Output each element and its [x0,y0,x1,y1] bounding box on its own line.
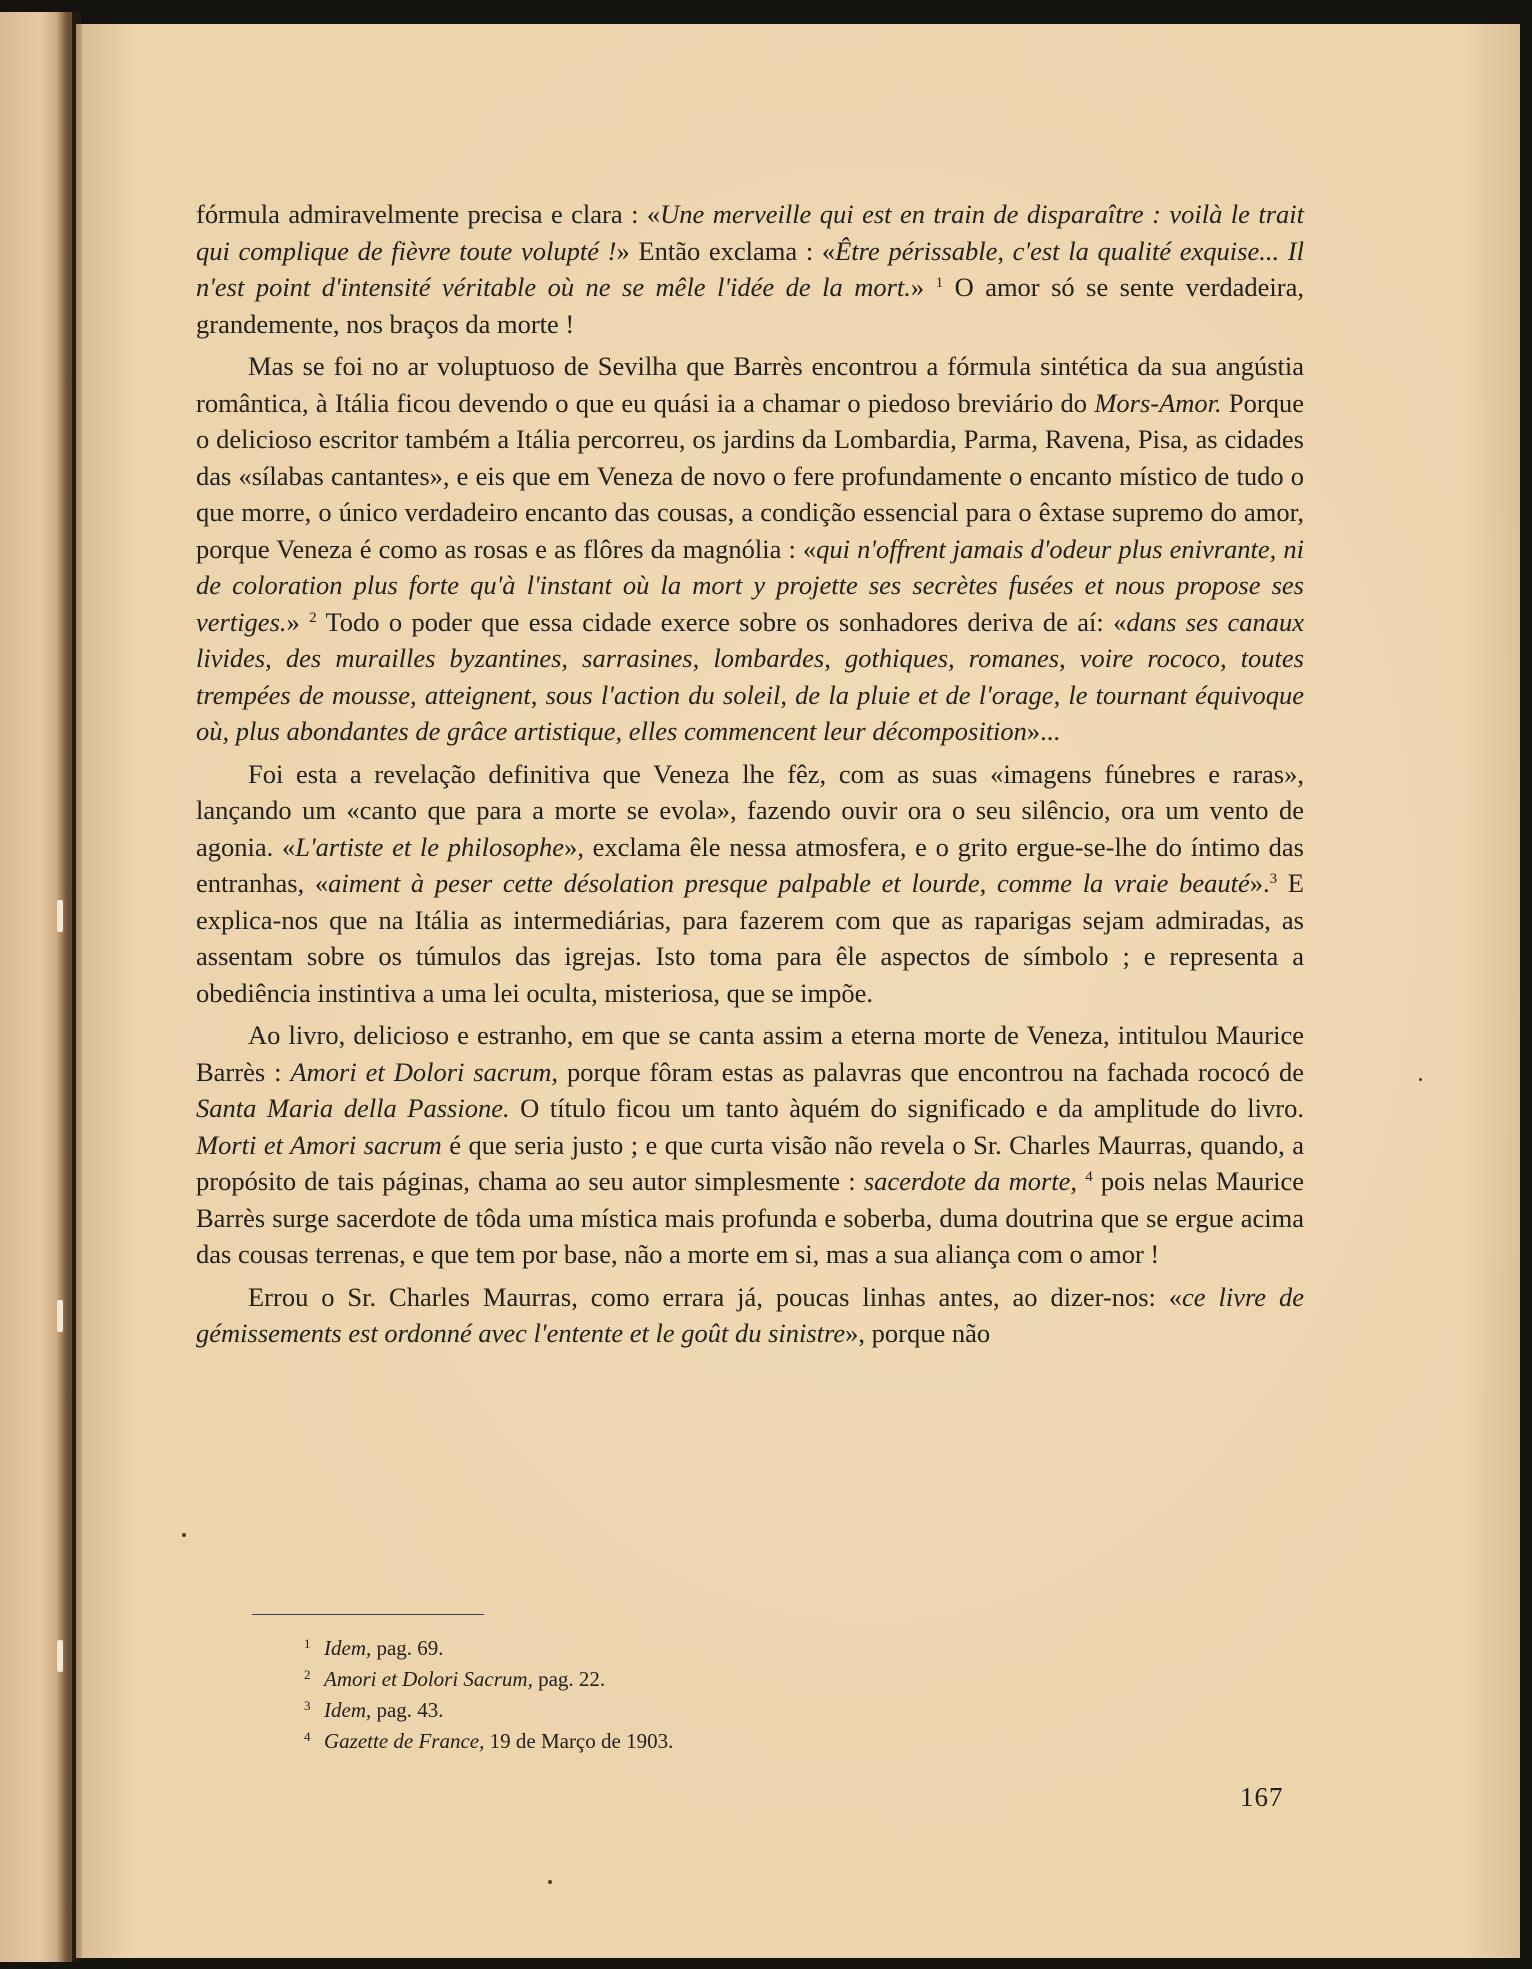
footnote-number: 1 [304,1636,311,1651]
paragraph [196,196,1304,342]
text-run: Todo o poder que essa cidade exerce sobre os sonhadores deriva de aí: « [316,606,1127,637]
footnote-source: Gazette de France, [324,1729,485,1753]
text-run: » [910,272,936,302]
italic-quote: ce livre de gémissements est ordonné avec l'entente et le goût du sinistre [196,1281,1304,1348]
footnote [304,1695,1024,1726]
italic-quote: Mors-Amor. [1094,387,1222,418]
speck [1419,1078,1422,1081]
italic-quote: Morti et Amori sacrum [196,1129,442,1160]
paragraph [196,1279,1304,1352]
text-run [1077,1166,1085,1196]
text-run: »... [1026,716,1061,746]
speck [548,1880,552,1884]
footnote [304,1726,1024,1757]
footnote-page: 19 de Março de 1903. [484,1729,674,1753]
binding-thread [57,1300,63,1332]
page-number: 167 [1240,1782,1284,1812]
footnote [304,1633,1024,1664]
paragraph [196,756,1304,1012]
text-run: O título ficou um tanto àquém do significado e da amplitude do livro. [509,1093,1304,1123]
italic-quote: aiment à peser cette désolation presque palpable et lourde, comme la vraie beauté [328,868,1250,898]
text-run: Mas se foi no ar voluptuoso de Sevilha que Barrès encontrou a fórmula sintética da sua angústia romântica, à Itália ficou devendo o que eu quási ia a chamar o piedoso breviário do [196,351,1304,418]
footnote-source: Amori et Dolori Sacrum, [324,1667,533,1691]
text-run: Porque o delicioso escritor também a Itália percorreu, os jardins da Lombardia, Parma, Ravena, Pisa, as cidades das «sílabas cantantes», e eis que em Veneza de novo o fere profundamente o encanto místico de tudo o que morre, o único verdadeiro encanto das cousas, a condição essencial para o êxtase supremo do amor, porque Veneza é como as rosas e as flôres da magnólia : « [196,387,1305,564]
footnote-page: pag. 22. [532,1667,606,1691]
text-run: O amor só se sente verdadeira, grandemente, nos braços da morte ! [196,272,1305,339]
italic-quote: Santa Maria della Passione. [196,1093,510,1123]
text-run: Errou o Sr. Charles Maurras, como errara já, poucas linhas antes, ao dizer-nos: « [248,1281,1183,1312]
footnote-page: pag. 43. [371,1698,444,1722]
footnote-number: 4 [304,1729,311,1744]
paragraph [196,1017,1304,1273]
text-run: Foi esta a revelação definitiva que Veneza lhe fêz, com as suas «imagens fúnebres e raras», lançando um «canto que para a morte se evola», fazendo ouvir ora o seu silêncio, ora um vento de agonia. « [196,758,1304,862]
italic-quote: Être périssable, c'est la qualité exquise... Il n'est point d'intensité véritable où ne se mêle l'idée de la mort. [196,235,1304,302]
binding-thread [57,900,63,932]
italic-quote: Amori et Dolori sacrum, [290,1056,559,1087]
footnote [304,1664,1024,1695]
footnote-source: Idem, [324,1698,372,1722]
footnote-number: 3 [304,1698,311,1713]
body-text [196,196,1304,1352]
footnote-reference: 1 [935,275,944,291]
text-run: », porque não [845,1318,991,1348]
italic-quote: dans ses canaux livides, des murailles byzantines, sarrasines, lombardes, gothiques, romanes, voire rococo, toutes trempées de mousse, atteignent, sous l'action du soleil, de la pluie et de l'orage, le tournant équivoque où, plus abondantes de grâce artistique, elles commencent leur décomposition [196,606,1304,746]
footnote-rule [252,1614,484,1615]
italic-quote: sacerdote da morte, [863,1166,1078,1196]
italic-quote: qui n'offrent jamais d'odeur plus enivrante, ni de coloration plus forte qu'à l'instant où la mort y projette ses secrètes fusées et nous propose ses vertiges. [196,533,1304,637]
text-run: pois nelas Maurice Barrès surge sacerdote de tôda uma mística mais profunda e soberba, duma doutrina que se ergue acima das cousas terrenas, e que tem por base, não a morte em si, mas a sua aliança com o amor ! [196,1166,1304,1269]
text-run: » [286,606,310,637]
text-run: porque fôram estas as palavras que encontrou na fachada rococó de [558,1056,1305,1087]
text-run: ». [1249,868,1270,898]
text-run: E explica-nos que na Itália as intermediárias, para fazerem com que as raparigas sejam admiradas, as assentam sobre os túmulos das igrejas. Isto toma para êle aspectos de símbolo ; e representa a obediência instintiva a uma lei oculta, misteriosa, que se impõe. [196,868,1304,1008]
footnote-source: Idem, [324,1636,372,1660]
text-run: », exclama êle nessa atmosfera, e o grito ergue-se-lhe do íntimo das entranhas, « [196,831,1304,898]
italic-quote: L'artiste et le philosophe [295,831,565,862]
text-run: Ao livro, delicioso e estranho, em que se canta assim a eterna morte de Veneza, intitulou Maurice Barrès : [196,1020,1304,1087]
text-run: fórmula admiravelmente precisa e clara : « [196,199,661,229]
footnote-reference: 3 [1269,871,1278,887]
text-run: é que seria justo ; e que curta visão não revela o Sr. Charles Maurras, quando, a propósito de tais páginas, chama ao seu autor simplesmente : [196,1129,1304,1196]
text-run: » Então exclama : « [616,235,836,266]
footnotes [304,1633,1024,1757]
paragraph [196,348,1304,750]
binding-thread [57,1640,63,1672]
footnote-reference: 2 [309,609,317,626]
footnote-reference: 4 [1085,1169,1093,1185]
footnote-page: pag. 69. [371,1636,444,1660]
speck [182,1533,186,1537]
italic-quote: Une merveille qui est en train de disparaître : voilà le trait qui complique de fièvre toute volupté ! [196,199,1305,266]
footnote-number: 2 [304,1667,311,1682]
